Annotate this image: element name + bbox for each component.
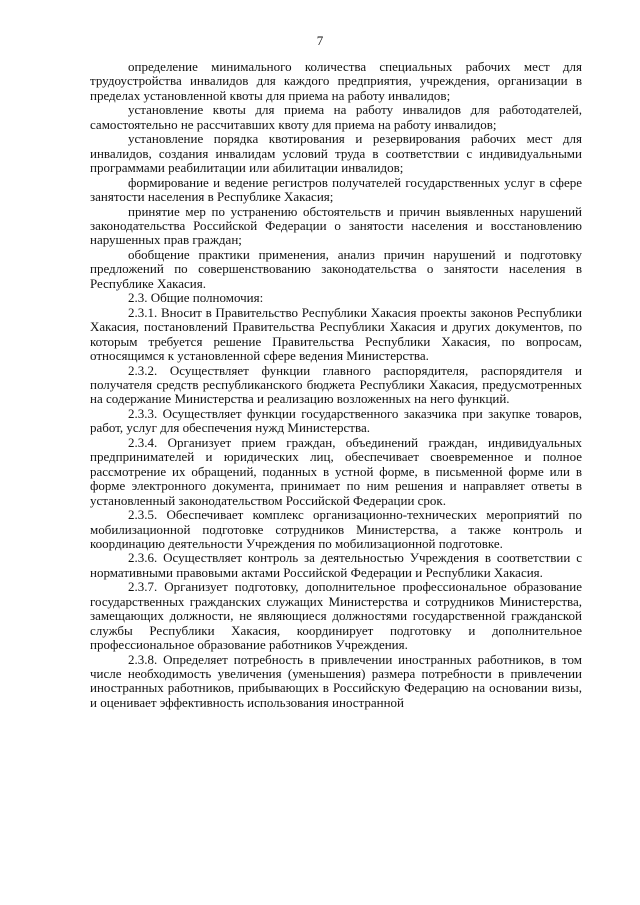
paragraph-practice-summary: обобщение практики применения, анализ причин нарушений и подготовку предложений по совершенствованию законодательства о занятости населения в Республике Хакасия.	[90, 246, 582, 291]
paragraph-quota-setting: установление квоты для приема на работу инвалидов для работодателей, самостоятельно не рассчитавших квоту для приема на работу инвалидов;	[90, 102, 582, 132]
paragraph-2-3-7: 2.3.7. Организует подготовку, дополнительное профессиональное образование государственных гражданских служащих Министерства и сотрудников Министерства, замещающих должности, не являющиеся должностями государственной гражданской службы Республики Хакасия, координирует подготовку и дополнительное профессиональное образование работников Учреждения.	[90, 579, 582, 653]
paragraph-violations-measures: принятие мер по устранению обстоятельств и причин выявленных нарушений законодательства Российской Федерации о занятости населения и восстановлению нарушенных прав граждан;	[90, 203, 582, 248]
paragraph-quota-order: установление порядка квотирования и резервирования рабочих мест для инвалидов, создания инвалидам условий труда в соответствии с индивидуальными программами реабилитации или абилитации инвалидов;	[90, 131, 582, 176]
paragraph-2-3-6: 2.3.6. Осуществляет контроль за деятельностью Учреждения в соответствии с нормативными правовыми актами Российской Федерации и Республики Хакасия.	[90, 550, 582, 580]
paragraph-2-3-4: 2.3.4. Организует прием граждан, объединений граждан, индивидуальных предпринимателей и юридических лиц, обеспечивает своевременное и полное рассмотрение их обращений, поданных в устной форме, в письменной форме или в форме электронного документа, принимает по ним решения и направляет ответы в установленный законодательством Российской Федерации срок.	[90, 434, 582, 508]
paragraph-2-3-8: 2.3.8. Определяет потребность в привлечении иностранных работников, в том числе необходимость увеличения (уменьшения) размера потребности в привлечении иностранных работников, прибывающих в Российскую Федерацию на основании визы, и оценивает эффективность использования иностранной	[90, 651, 582, 710]
paragraph-2-3-1: 2.3.1. Вносит в Правительство Республики Хакасия проекты законов Республики Хакасия, постановлений Правительства Республики Хакасия и других документов, по которым требуется решение Правительства Республики Хакасия, по вопросам, относящимся к установленной сфере ведения Министерства.	[90, 304, 582, 364]
section-heading-2-3: 2.3. Общие полномочия:	[128, 290, 264, 306]
document-body	[90, 60, 582, 710]
paragraph-2-3-2: 2.3.2. Осуществляет функции главного распорядителя, распорядителя и получателя средств республиканского бюджета Республики Хакасия, предусмотренных на содержание Министерства и реализацию возложенных на него функций.	[90, 362, 582, 407]
paragraph-quota-minimum-places: определение минимального количества специальных рабочих мест для трудоустройства инвалидов для каждого предприятия, учреждения, организации в пределах установленной квоты для приема на работу инвалидов;	[90, 59, 582, 103]
paragraph-registers: формирование и ведение регистров получателей государственных услуг в сфере занятости населения в Республике Хакасия;	[90, 174, 582, 205]
paragraph-2-3-5: 2.3.5. Обеспечивает комплекс организационно-технических мероприятий по мобилизационной подготовке сотрудников Министерства, а также контроль и координацию деятельности Учреждения по мобилизационной подготовке.	[90, 507, 582, 551]
page-number: 7	[316, 33, 324, 48]
paragraph-2-3-3: 2.3.3. Осуществляет функции государственного заказчика при закупке товаров, работ, услуг для обеспечения нужд Министерства.	[90, 405, 582, 436]
